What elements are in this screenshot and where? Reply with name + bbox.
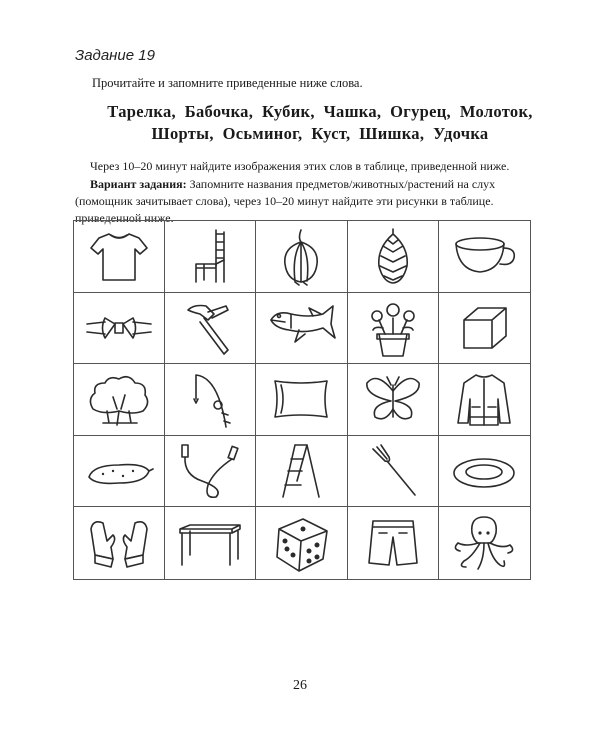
grid-cell: [165, 436, 256, 508]
instruction-text: Прочитайте и запомните приведенные ниже слова.: [92, 76, 363, 90]
cucumber-icon: [83, 441, 155, 501]
shorts-icon: [357, 513, 429, 573]
grid-cell: [439, 293, 530, 365]
plate-icon: [448, 441, 520, 501]
grid-cell: [256, 221, 347, 293]
word-list-line-1: Тарелка, Бабочка, Кубик, Чашка, Огурец, Молоток,: [107, 102, 533, 121]
grid-cell: [74, 293, 165, 365]
fishing-rod-icon: [174, 369, 246, 429]
grid-cell: [256, 507, 347, 579]
grid-cell: [348, 364, 439, 436]
octopus-icon: [448, 513, 520, 573]
grid-cell: [348, 221, 439, 293]
tshirt-icon: [83, 226, 155, 286]
mittens-icon: [83, 513, 155, 573]
grid-cell: [165, 364, 256, 436]
jacket-icon: [448, 369, 520, 429]
cube-icon: [448, 298, 520, 358]
bush-icon: [83, 369, 155, 429]
grid-cell: [256, 436, 347, 508]
grid-cell: [439, 364, 530, 436]
variant-label: Вариант задания:: [90, 177, 187, 191]
grid-cell: [74, 436, 165, 508]
grid-cell: [439, 436, 530, 508]
grid-cell: [348, 436, 439, 508]
grid-cell: [74, 507, 165, 579]
butterfly-icon: [357, 369, 429, 429]
chair-icon: [174, 226, 246, 286]
grid-cell: [439, 507, 530, 579]
onion-icon: [265, 226, 337, 286]
grid-cell: [348, 507, 439, 579]
picture-grid: [73, 220, 531, 580]
grid-cell: [74, 364, 165, 436]
paragraph-instruction: Через 10–20 минут найдите изображения этих слов в таблице, приведенной ниже.: [90, 159, 510, 173]
hammer-icon: [174, 298, 246, 358]
grid-cell: [256, 364, 347, 436]
fork-icon: [357, 441, 429, 501]
grid-cell: [256, 293, 347, 365]
word-list-line-2: Шорты, Осьминог, Куст, Шишка, Удочка: [151, 124, 489, 143]
grid-cell: [165, 507, 256, 579]
grid-cell: [74, 221, 165, 293]
table-icon: [174, 513, 246, 573]
task-title: Задание 19: [75, 47, 155, 64]
page-number: 26: [293, 678, 307, 693]
pillow-icon: [265, 369, 337, 429]
variant-text: Запомните названия предметов/животных/растений на слух (помощник зачитывает слова), через 10–20 минут найдите эти рисунки в таблице. приведенной ниже.: [75, 177, 496, 225]
jump-rope-icon: [174, 441, 246, 501]
grid-cell: [348, 293, 439, 365]
flowerpot-icon: [357, 298, 429, 358]
bowtie-icon: [83, 298, 155, 358]
grid-cell: [165, 293, 256, 365]
stepladder-icon: [265, 441, 337, 501]
pinecone-icon: [357, 226, 429, 286]
grid-cell: [165, 221, 256, 293]
pike-fish-icon: [265, 298, 337, 358]
cup-icon: [448, 226, 520, 286]
dice-icon: [265, 513, 337, 573]
grid-cell: [439, 221, 530, 293]
